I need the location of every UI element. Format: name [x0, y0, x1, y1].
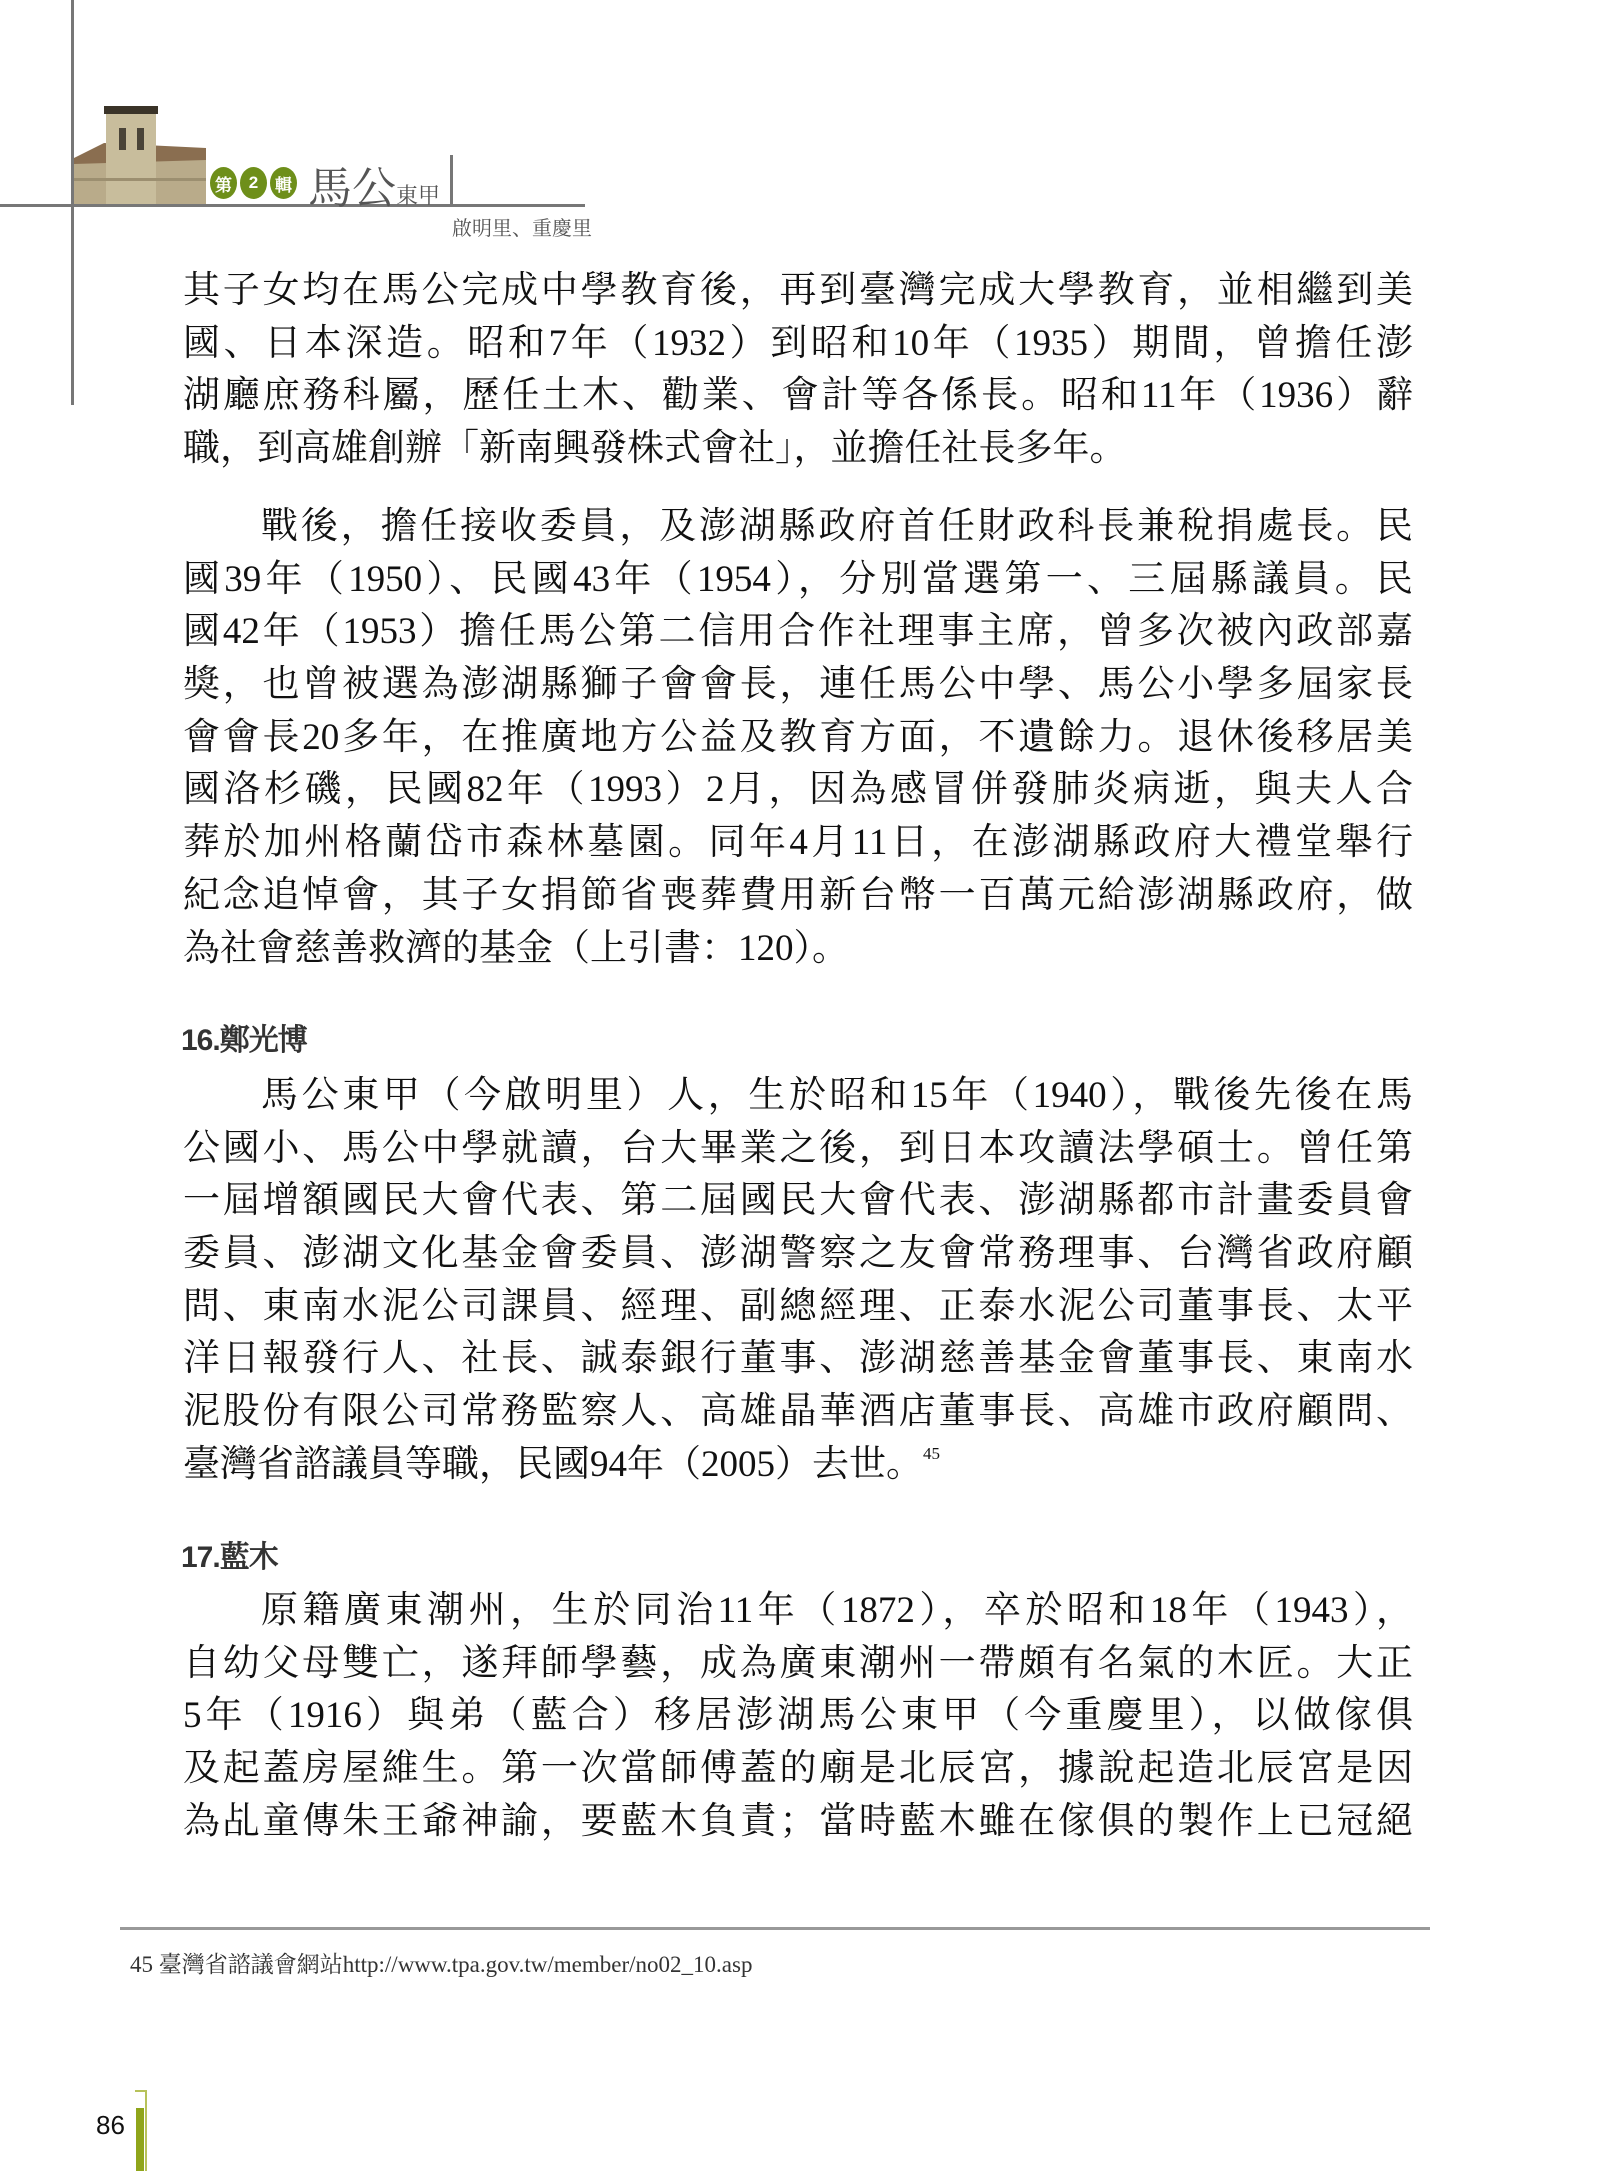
header-horizontal-rule [0, 204, 585, 207]
paragraph-4: 原籍廣東潮州，生於同治11年（1872），卒於昭和18年（1943）， 自幼父母雙亡，遂拜師學藝，成為廣東潮州一帶頗有名氣的木匠。大正 5年（1916）與弟（藍合）移居澎湖馬公東甲（今重慶里），以做傢俱 及起蓋房屋維生。第一次當師傅蓋的廟是北辰宮，據說起造北辰宮是因 為乩童傳朱王爺神諭，要藍木負責；當時藍木雖在傢俱的製作上已冠絕 [183, 1590, 1413, 1842]
book-title: 馬公東甲 [308, 163, 441, 214]
footnote-ref[interactable]: 45 [923, 1443, 940, 1463]
badge: 第 [210, 167, 237, 199]
paragraph-2: 戰後，擔任接收委員，及澎湖縣政府首任財政科長兼稅捐處長。民 國39年（1950）、民國43年（1954），分別當選第一、三屆縣議員。民 國42年（1953）擔任馬公第二信用合作社理事主席，曾多次被內政部嘉 獎，也曾被選為澎湖縣獅子會會長，連任馬公中學、馬公小學多屆家長 會會長20多年，在推廣地方公益及教育方面，不遺餘力。退休後移居美 國洛杉磯，民國82年（1993）2月，因為感冒併發肺炎病逝，與夫人合 葬於加州格蘭岱市森林墓園。同年4月11日，在澎湖縣政府大禮堂舉行 紀念追悼會，其子女捐節省喪葬費用新台幣一百萬元給澎湖縣政府，做 為社會慈善救濟的基金（上引書：120）。 [183, 506, 1413, 969]
badge: 2 [240, 167, 267, 199]
footnote: 45 臺灣省諮議會網站http://www.tpa.gov.tw/member/no02_10.asp [130, 1952, 753, 1977]
paragraph-1: 其子女均在馬公完成中學教育後，再到臺灣完成大學教育，並相繼到美 國、日本深造。昭和7年（1932）到昭和10年（1935）期間，曾擔任澎 湖廳庶務科屬，歷任土木、勸業、會計等各係長。昭和11年（1936）辭 職，到高雄創辦「新南興發株式會社」，並擔任社長多年。 [183, 270, 1413, 470]
title-divider [450, 155, 453, 205]
page-number: 86 [96, 2110, 125, 2140]
section-heading-17: 17.藍木 [181, 1541, 278, 1574]
building-photo [74, 98, 206, 204]
volume-badges [210, 167, 297, 199]
section-heading-16: 16.鄭光博 [181, 1024, 307, 1057]
paragraph-3: 馬公東甲（今啟明里）人，生於昭和15年（1940），戰後先後在馬 公國小、馬公中學就讀，台大畢業之後，到日本攻讀法學碩士。曾任第 一屆增額國民大會代表、第二屆國民大會代表、澎湖縣都市計畫委員會 委員、澎湖文化基金會委員、澎湖警察之友會常務理事、台灣省政府顧 問、東南水泥公司課員、經理、副總經理、正泰水泥公司董事長、太平 洋日報發行人、社長、誠泰銀行董事、澎湖慈善基金會董事長、東南水 泥股份有限公司常務監察人、高雄晶華酒店董事長、高雄市政府顧問、 臺灣省諮議員等職，民國94年（2005）去世。$^{45}$ [183, 1075, 1413, 1485]
badge: 輯 [270, 167, 297, 199]
page-marker-bar [136, 2108, 144, 2171]
chapter-subtitle: 啟明里、重慶里 [452, 218, 592, 240]
footnote-rule [120, 1927, 1430, 1930]
